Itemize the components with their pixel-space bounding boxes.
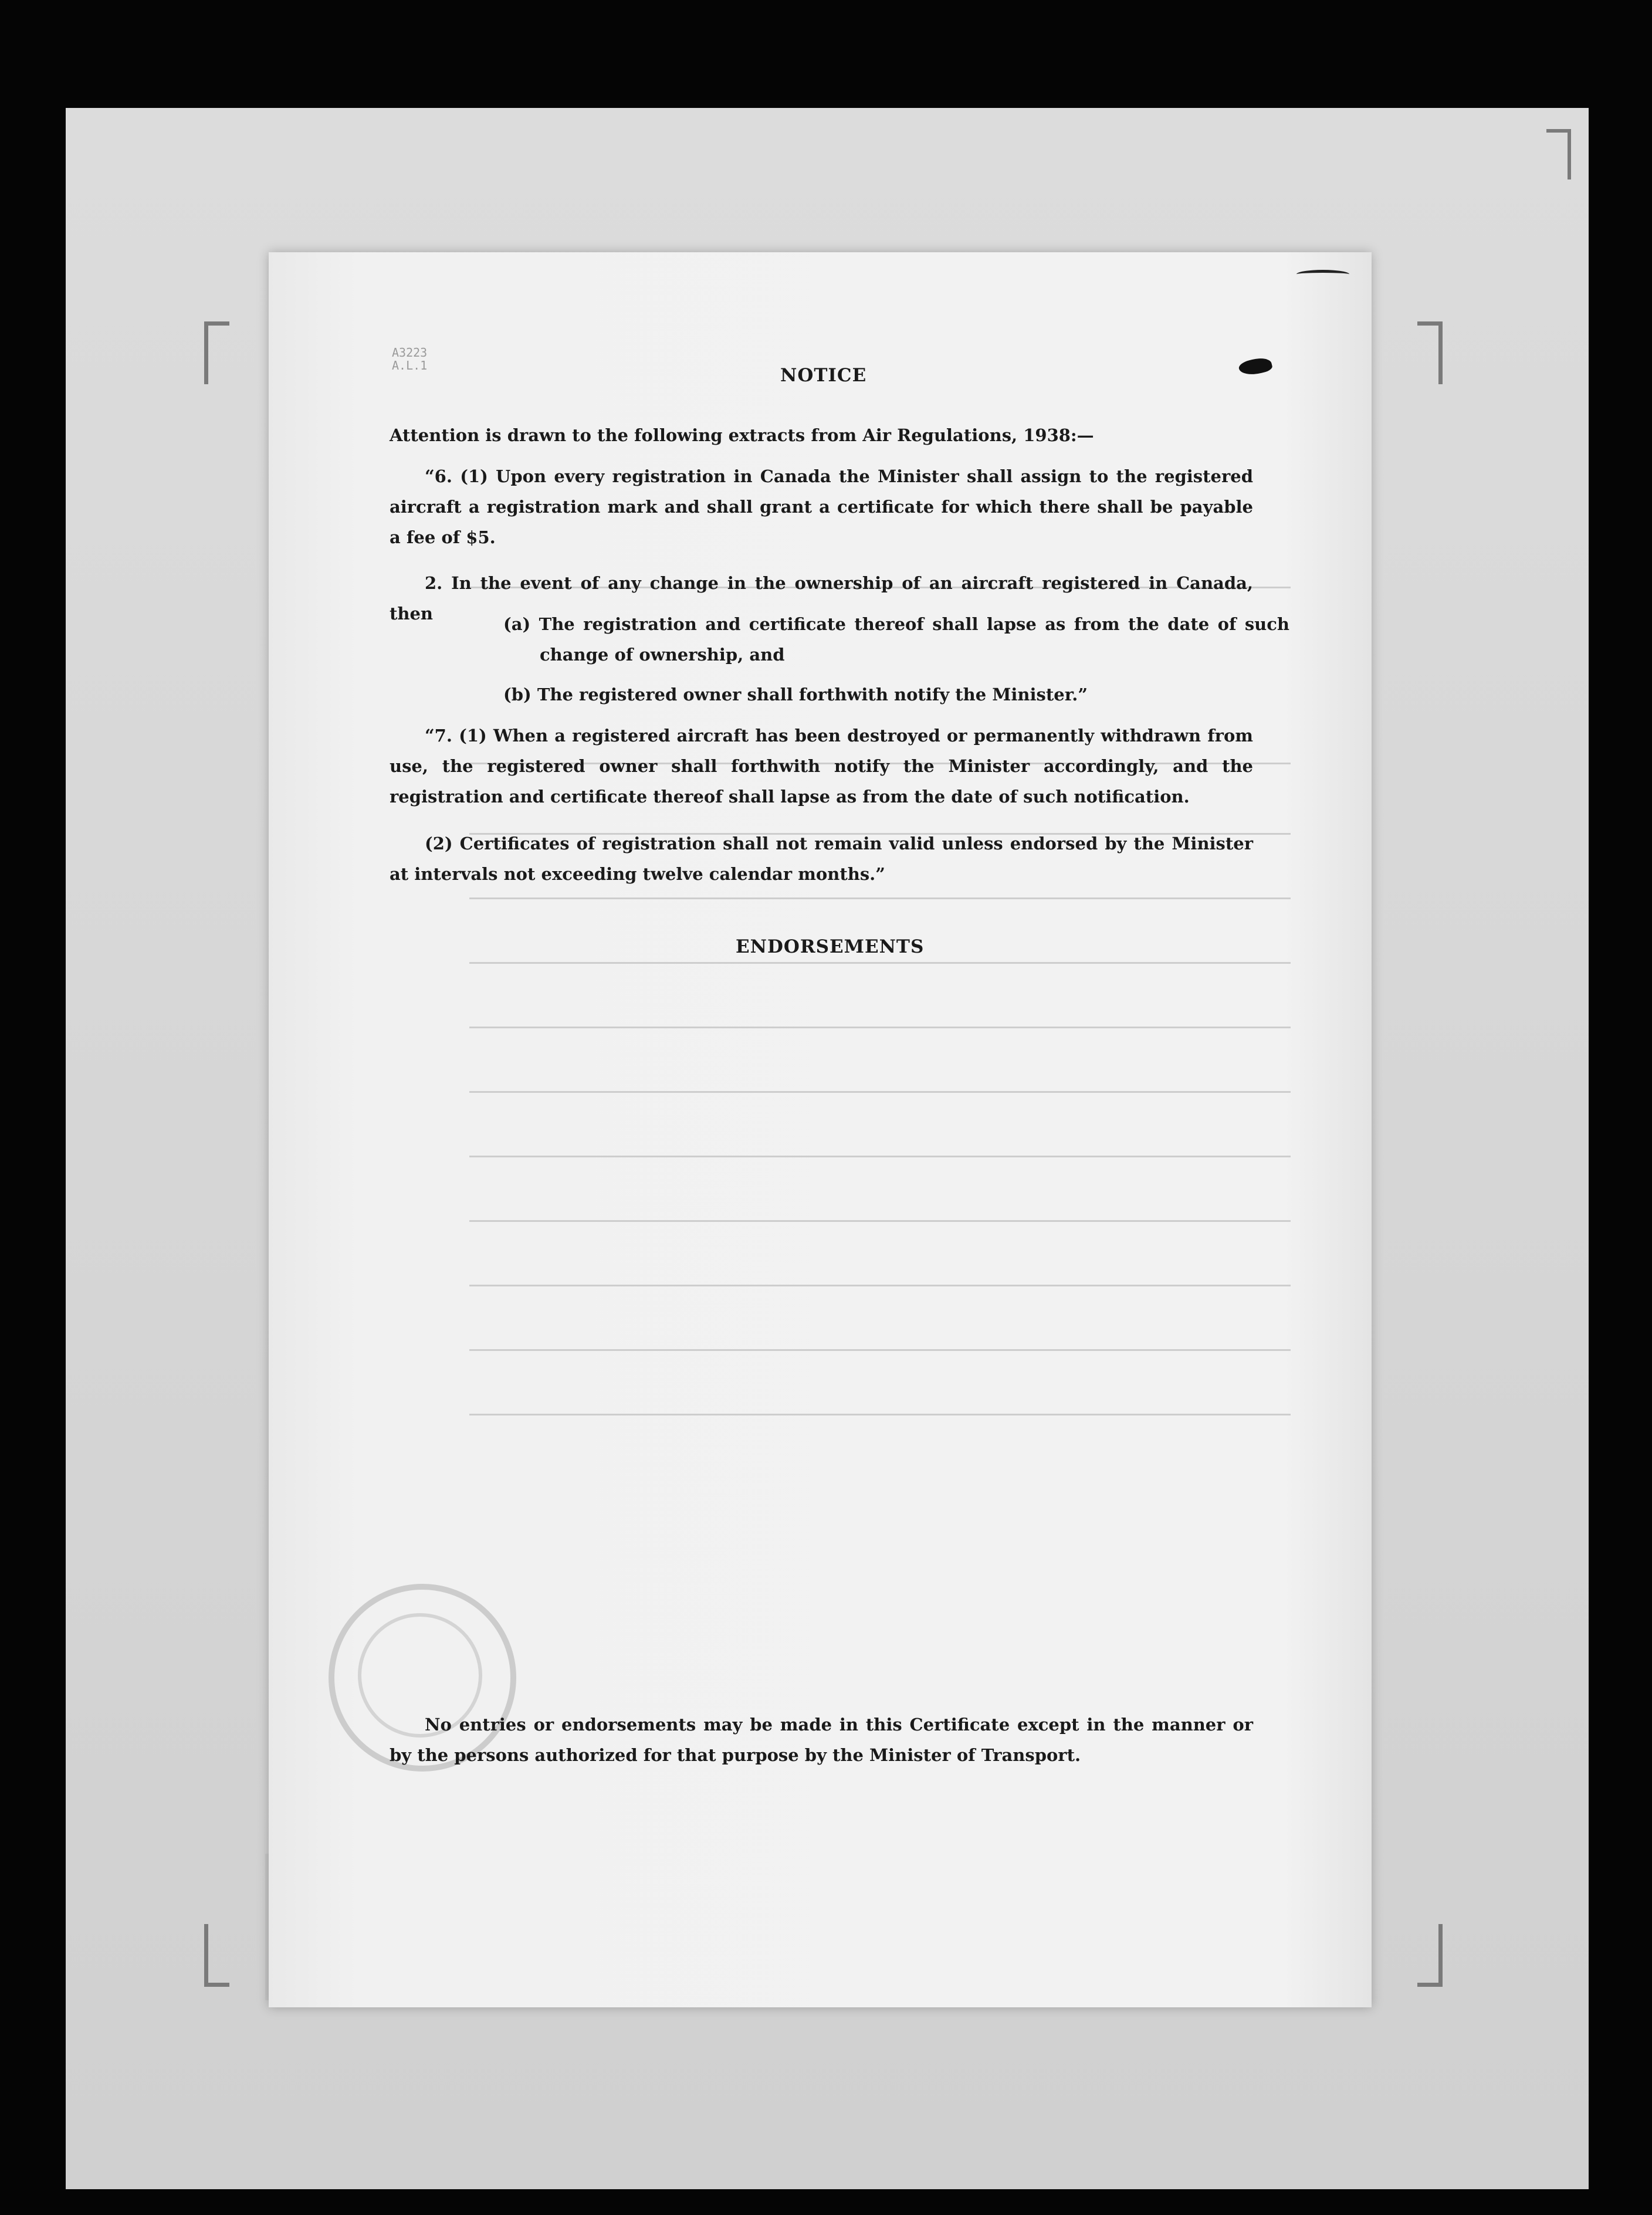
bleed-line [469, 1027, 1291, 1028]
regulation-6-2: 2. In the event of any change in the ownership of an aircraft registered in Canada, then [390, 573, 1253, 624]
corner-mark-top-left [204, 321, 229, 384]
sheet-tear-mark [1296, 270, 1349, 279]
notice-title: NOTICE [780, 365, 867, 386]
corner-mark-top-right [1417, 321, 1443, 384]
bleed-line [469, 1220, 1291, 1222]
document-reference-code: A3223 A.L.1 [392, 346, 428, 372]
bleed-line [469, 1091, 1291, 1093]
regulation-item-a: (a) The registration and certificate thereof shall lapse as from the date of such change of ownership, and [503, 614, 1289, 665]
bleed-line [469, 1156, 1291, 1157]
regulation-7-2: (2) Certificates of registration shall not remain valid unless endorsed by the Minister at intervals not exceeding twelve calendar months.” [390, 834, 1253, 884]
intro-paragraph: Attention is drawn to the following extracts from Air Regulations, 1938:— [390, 425, 1094, 445]
endorsements-title: ENDORSEMENTS [736, 936, 925, 957]
mount-corner-mark [1546, 129, 1571, 179]
bleed-line [469, 897, 1291, 899]
regulation-6-1: “6. (1) Upon every registration in Canada the Minister shall assign to the registered aircraft a registration mark and shall grant a certificate for which there shall be payable a fee of $5. [390, 466, 1253, 547]
corner-mark-bottom-left [204, 1924, 229, 1987]
bleed-line [469, 1285, 1291, 1286]
bleed-line [469, 1349, 1291, 1351]
regulation-7-1: “7. (1) When a registered aircraft has been destroyed or permanently withdrawn from use, the registered owner shall forthwith notify the Minister accordingly, and the registration and certificate thereof shall lapse as from the date of such notification. [390, 726, 1253, 807]
corner-mark-bottom-right [1417, 1924, 1443, 1987]
bleed-line [469, 1414, 1291, 1415]
regulation-item-b: (b) The registered owner shall forthwith notify the Minister.” [503, 685, 1088, 705]
bleed-line [469, 962, 1291, 964]
footer-notice: No entries or endorsements may be made in this Certificate except in the manner or by the persons authorized for that purpose by the Minister of Transport. [390, 1715, 1253, 1765]
